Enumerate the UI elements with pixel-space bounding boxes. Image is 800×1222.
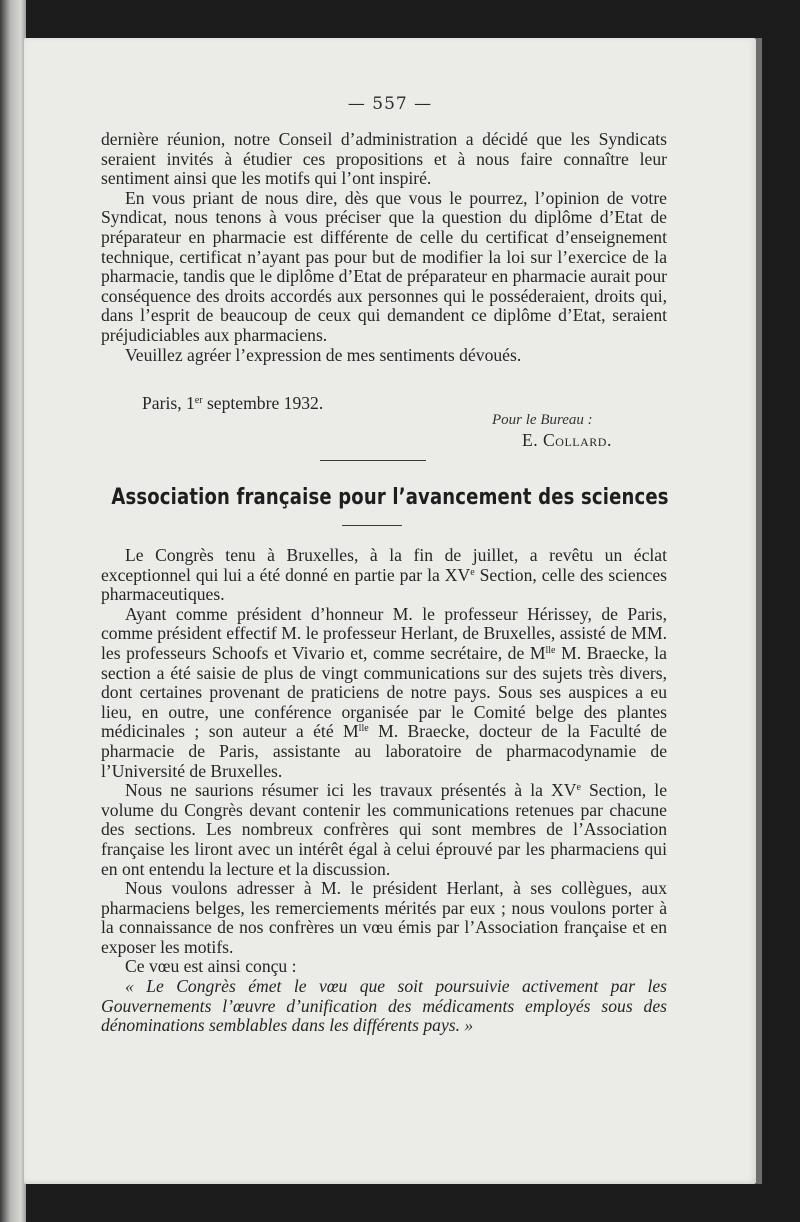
previous-page-edge xyxy=(0,0,26,1222)
paragraph: Ayant comme président d’honneur M. le professeur Hérissey, de Paris, comme président effectif M. le professeur Herlant, de Bruxelles, assisté de MM. les professeurs Schoofs et Vivario et, comme secrétaire, de $M^{lle}$ M. Braecke, la section a été saisie de plus de vingt communications sur des sujets très divers, dont certaines provenant de praticiens de notre pays. Sous ses auspices a eu lieu, en outre, une conférence organisée par le Comité belge des plantes médicinales ; son auteur a été $M^{lle}$ M. Braecke, docteur de la Faculté de pharmacie de Paris, assistante au laboratoire de pharmacodynamie de l’Université de Bruxelles. xyxy=(101,603,667,781)
page-number: — 557 — xyxy=(347,94,433,114)
section-title: Association française pour l’avancement des sciences xyxy=(111,485,669,510)
paragraph: Ce vœu est ainsi conçu : xyxy=(125,956,297,977)
place-and-date: Paris, 1er septembre 1932. xyxy=(142,393,324,413)
article-body xyxy=(101,546,667,1036)
section-divider xyxy=(320,460,426,461)
document-page xyxy=(24,38,756,1184)
quoted-resolution: « Le Congrès émet le vœu que soit poursuivie activement par les Gouvernements l’œuvre d’unification des médicaments employés sous des dénominations semblables dans les différents pays. » xyxy=(101,976,667,1036)
paragraph: Nous ne saurions résumer ici les travaux présentés à la XVe Section, le volume du Congrès devant contenir les communications retenues par chacune des sections. Les nombreux confrères qui sont membres de l’Association française les liront avec un intérêt égal à celui éprouvé par les pharmaciens qui en ont entendu la lecture et la discussion. xyxy=(101,780,667,879)
paragraph: dernière réunion, notre Conseil d’administration a décidé que les Syndicats seraient invités à étudier ces propositions et à nous faire connaître leur sentiment ainsi que les motifs qui l’ont inspiré. xyxy=(101,129,667,189)
letter-body xyxy=(101,130,667,365)
paragraph: Le Congrès tenu à Bruxelles, à la fin de juillet, a revêtu un éclat exceptionnel qui lui a été donné en partie par la XVe Section, celle des sciences pharmaceutiques. xyxy=(101,545,667,605)
paragraph: Nous voulons adresser à M. le président Herlant, à ses collègues, aux pharmaciens belges, les remerciements mérités par eux ; nous voulons porter à la connaissance de nos confrères un vœu émis par l’Association française et en exposer les motifs. xyxy=(101,878,667,957)
paragraph: En vous priant de nous dire, dès que vous le pourrez, l’opinion de votre Syndicat, nous tenons à vous préciser que la question du diplôme d’Etat de préparateur en pharmacie est différente de celle du certificat d’enseignement technique, certificat n’ayant pas pour but de modifier la loi sur l’exercice de la pharmacie, tandis que le diplôme d’Etat de préparateur en pharmacie aurait pour conséquence des droits accordés aux personnes qui le posséderaient, droits qui, dans l’esprit de beaucoup de ceux qui demandent ce diplôme d’Etat, seraient préjudiciables aux pharmaciens. xyxy=(101,187,667,345)
signatory-name: E. Collard. xyxy=(522,430,612,450)
page-edge-shadow xyxy=(756,38,762,1184)
title-underline xyxy=(342,525,402,526)
paragraph: Veuillez agréer l’expression de mes sentiments dévoués. xyxy=(125,344,522,365)
for-bureau-label: Pour le Bureau : xyxy=(492,412,593,428)
